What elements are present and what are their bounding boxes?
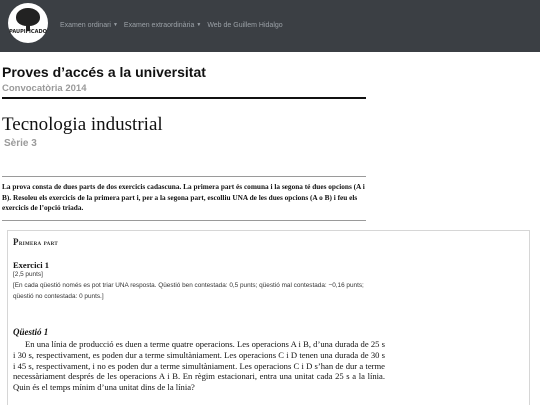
nav-examen-extraordinaria[interactable] (124, 18, 201, 32)
exam-part-card (7, 230, 530, 405)
logo-text: PAUPIFICADO (9, 29, 47, 35)
part-title (13, 237, 58, 247)
question-title: Qüestió 1 (13, 327, 49, 337)
nav-label: Web de Guillem Hidalgo (207, 21, 283, 29)
exercise-title: Exercici 1 (13, 260, 49, 270)
part-title-rest: rimera part (18, 238, 58, 247)
page-title: Proves d’accés a la universitat (2, 64, 206, 80)
divider (2, 97, 366, 99)
exam-series: Sèrie 3 (4, 138, 37, 149)
nav-examen-ordinari[interactable] (60, 18, 118, 32)
part-title-initial: P (13, 237, 19, 247)
top-navbar (0, 0, 540, 52)
divider (2, 220, 366, 221)
nav-web-guillem-hidalgo[interactable] (207, 18, 282, 32)
exam-instructions: La prova consta de dues parts de dos exercicis cadascuna. La primera part és comuna i la segona té dues opcions (A i B). Resoleu els exercicis de la primera part i, per a la segona part, escolliu UNA de les dues opcions (A o B) i feu els exercicis de l’opció triada. (2, 182, 365, 212)
caret-down-icon: ▼ (196, 22, 202, 28)
exam-title: Tecnologia industrial (2, 114, 163, 135)
exercise-note: [En cada qüestió només es pot triar UNA resposta. Qüestió ben contestada: 0,5 punts; qüestió mal contestada: −0,16 punts; qüestió no contestada: 0 punts.] (13, 282, 364, 300)
caret-down-icon: ▼ (112, 22, 118, 28)
divider (2, 176, 366, 177)
question-text: En una línia de producció es duen a terme quatre operacions. Les operacions A i B, d’una durada de 25 s i 30 s, respectivament, es poden dur a terme simultàniament. Les operacions C i D tenen una durada de 30 s i 45 s, respectivament, i no es poden dur a terme simultàniament. Les operacions C i D s’han de dur a terme necessàriament després de les operacions A i B. En règim estacionari, entra una unitat cada 25 s a la línia. Quin és el temps mínim d’una unitat dins de la línia? (13, 339, 385, 393)
site-logo[interactable] (8, 3, 48, 49)
nav-links (60, 18, 289, 32)
nav-label: Examen ordinari (60, 21, 111, 29)
exercise-points: [2,5 punts] (13, 271, 43, 278)
nav-label: Examen extraordinària (123, 21, 195, 29)
page-subtitle: Convocatòria 2014 (2, 83, 87, 94)
